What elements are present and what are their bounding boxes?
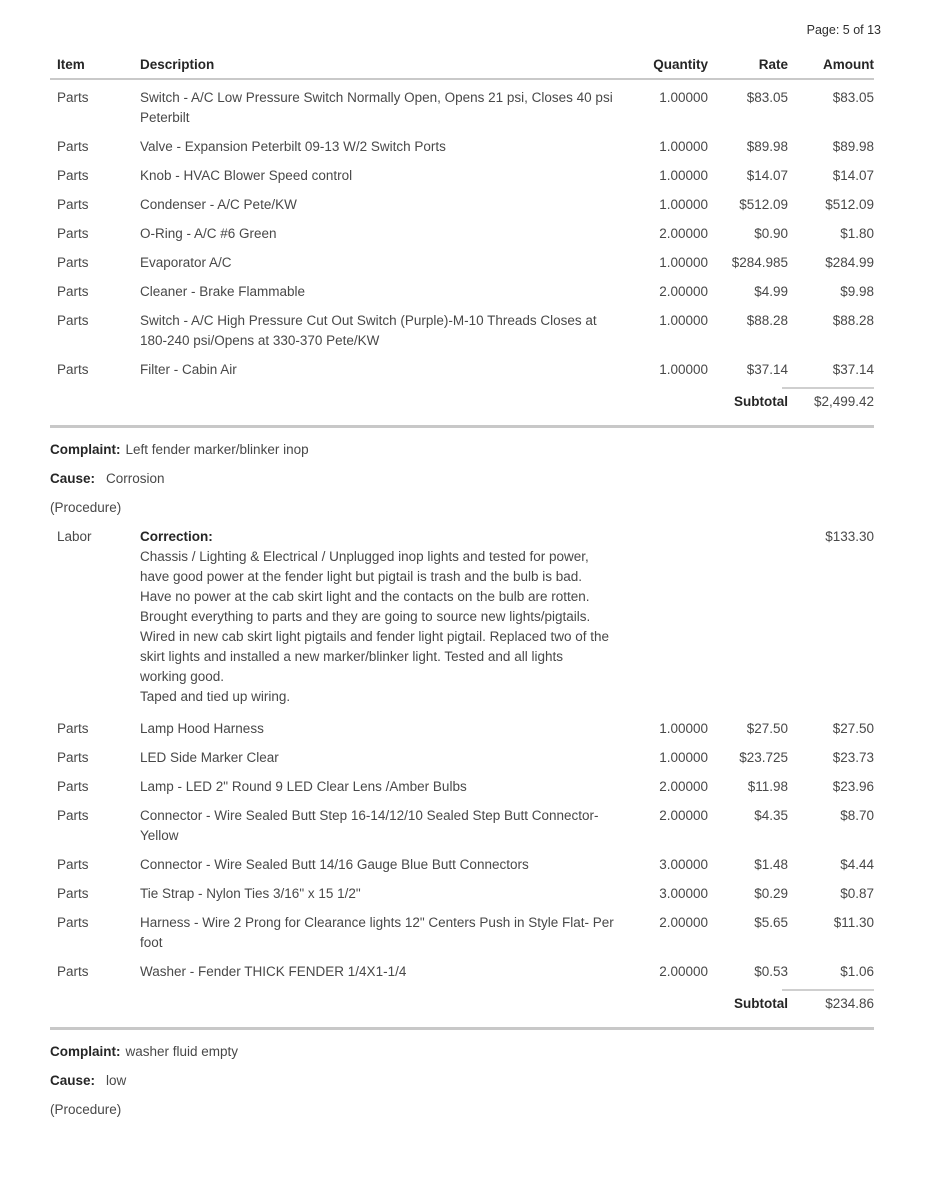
rate-cell: $27.50 (746, 721, 788, 736)
rate-cell: $83.05 (746, 90, 788, 105)
correction-label: Correction: (140, 529, 213, 544)
cause-line (50, 469, 874, 489)
description-cell: Evaporator A/C (140, 255, 232, 270)
quantity-cell: 2.00000 (659, 779, 708, 794)
rate-cell: $284.985 (731, 255, 788, 270)
correction-cell (140, 527, 623, 707)
invoice-content (50, 55, 874, 1129)
complaint-line (50, 440, 874, 460)
column-header-rate: Rate (758, 57, 788, 72)
quantity-cell: 1.00000 (659, 197, 708, 212)
quantity-cell: 2.00000 (659, 808, 708, 823)
rate-cell: $4.99 (754, 284, 788, 299)
correction-text: Wired in new cab skirt light pigtails and fender light pigtail. Replaced two of the (140, 629, 609, 644)
labor-row (50, 527, 874, 707)
description-cell: Cleaner - Brake Flammable (140, 284, 306, 299)
quantity-cell: 1.00000 (659, 721, 708, 736)
correction-text: working good. (140, 669, 225, 684)
parts-row (50, 806, 874, 846)
description-cell: Knob - HVAC Blower Speed control (140, 168, 353, 183)
cause-line (50, 1071, 874, 1091)
complaint-label: Complaint: (50, 1044, 121, 1059)
amount-cell: $1.80 (840, 226, 874, 241)
subtotal-row (50, 994, 874, 1014)
cause-text: Corrosion (106, 471, 165, 486)
rate-cell: $37.14 (746, 362, 788, 377)
item-cell: Parts (57, 750, 89, 765)
item-cell: Parts (57, 139, 89, 154)
amount-cell: $8.70 (840, 808, 874, 823)
procedure-line: (Procedure) (50, 1102, 122, 1117)
quantity-cell: 1.00000 (659, 313, 708, 328)
column-header-description: Description (140, 57, 215, 72)
correction-text: Taped and tied up wiring. (140, 689, 291, 704)
amount-cell: $89.98 (832, 139, 874, 154)
description-cell: Switch - A/C High Pressure Cut Out Switch (Purple)-M-10 Threads Closes at 180-240 psi/Opens at 330-370 Pete/KW (140, 313, 597, 348)
item-cell: Parts (57, 721, 89, 736)
column-header-quantity: Quantity (653, 57, 708, 72)
cause-label: Cause: (50, 1073, 96, 1088)
parts-row (50, 224, 874, 244)
correction-text: have good power at the fender light but pigtail is trash and the bulb is bad. (140, 569, 583, 584)
parts-row (50, 719, 874, 739)
parts-row (50, 311, 874, 351)
item-cell: Parts (57, 808, 89, 823)
item-cell: Parts (57, 226, 89, 241)
item-cell: Parts (57, 886, 89, 901)
amount-cell: $4.44 (840, 857, 874, 872)
subtotal-amount: $2,499.42 (813, 394, 874, 409)
table-header (50, 55, 874, 75)
quantity-cell: 1.00000 (659, 90, 708, 105)
column-header-item: Item (57, 57, 85, 72)
amount-cell: $23.73 (832, 750, 874, 765)
description-cell: Connector - Wire Sealed Butt Step 16-14/12/10 Sealed Step Butt Connector- Yellow (140, 808, 599, 843)
parts-row (50, 137, 874, 157)
correction-text: Have no power at the cab skirt light and the contacts on the bulb are rotten. (140, 589, 590, 604)
item-cell: Parts (57, 255, 89, 270)
subtotal-label: Subtotal (734, 394, 788, 409)
amount-cell: $9.98 (840, 284, 874, 299)
section-divider (50, 425, 874, 428)
complaint-line (50, 1042, 874, 1062)
complaint-label: Complaint: (50, 442, 121, 457)
parts-row (50, 913, 874, 953)
quantity-cell: 3.00000 (659, 857, 708, 872)
parts-row (50, 282, 874, 302)
item-cell: Parts (57, 313, 89, 328)
correction-text: skirt lights and installed a new marker/blinker light. Tested and all lights (140, 649, 563, 664)
description-cell: Connector - Wire Sealed Butt 14/16 Gauge Blue Butt Connectors (140, 857, 529, 872)
section-divider (50, 1027, 874, 1030)
item-cell: Parts (57, 964, 89, 979)
description-cell: Valve - Expansion Peterbilt 09-13 W/2 Switch Ports (140, 139, 446, 154)
page-number: Page: 5 of 13 (806, 23, 881, 37)
rate-cell: $0.29 (754, 886, 788, 901)
amount-cell: $133.30 (825, 529, 874, 544)
correction-text: Brought everything to parts and they are going to source new lights/pigtails. (140, 609, 591, 624)
parts-row (50, 748, 874, 768)
amount-cell: $83.05 (832, 90, 874, 105)
rate-cell: $14.07 (746, 168, 788, 183)
subtotal-rule (782, 387, 874, 389)
amount-cell: $37.14 (832, 362, 874, 377)
parts-row (50, 360, 874, 380)
subtotal-label: Subtotal (734, 996, 788, 1011)
quantity-cell: 2.00000 (659, 226, 708, 241)
rate-cell: $89.98 (746, 139, 788, 154)
amount-cell: $512.09 (825, 197, 874, 212)
parts-row (50, 88, 874, 128)
description-cell: LED Side Marker Clear (140, 750, 279, 765)
quantity-cell: 2.00000 (659, 964, 708, 979)
quantity-cell: 1.00000 (659, 362, 708, 377)
item-cell: Parts (57, 779, 89, 794)
description-cell: Tie Strap - Nylon Ties 3/16" x 15 1/2" (140, 886, 361, 901)
parts-row (50, 253, 874, 273)
complaint-text: Left fender marker/blinker inop (125, 442, 309, 457)
subtotal-row (50, 392, 874, 412)
parts-row (50, 166, 874, 186)
item-cell: Parts (57, 197, 89, 212)
amount-cell: $88.28 (832, 313, 874, 328)
description-cell: Harness - Wire 2 Prong for Clearance lights 12" Centers Push in Style Flat- Per foot (140, 915, 614, 950)
parts-row (50, 855, 874, 875)
parts-row (50, 777, 874, 797)
rate-cell: $11.98 (747, 779, 788, 794)
rate-cell: $0.53 (754, 964, 788, 979)
cause-text: low (106, 1073, 127, 1088)
quantity-cell: 2.00000 (659, 915, 708, 930)
amount-cell: $27.50 (832, 721, 874, 736)
amount-cell: $284.99 (825, 255, 874, 270)
quantity-cell: 3.00000 (659, 886, 708, 901)
description-cell: Filter - Cabin Air (140, 362, 237, 377)
rate-cell: $4.35 (754, 808, 788, 823)
quantity-cell: 2.00000 (659, 284, 708, 299)
item-cell: Parts (57, 284, 89, 299)
subtotal-rule (782, 989, 874, 991)
rate-cell: $1.48 (754, 857, 788, 872)
description-cell: Washer - Fender THICK FENDER 1/4X1-1/4 (140, 964, 407, 979)
quantity-cell: 1.00000 (659, 750, 708, 765)
subtotal-amount: $234.86 (825, 996, 874, 1011)
item-cell: Parts (57, 915, 89, 930)
rate-cell: $23.725 (739, 750, 788, 765)
rate-cell: $88.28 (746, 313, 788, 328)
amount-cell: $11.30 (833, 915, 874, 930)
quantity-cell: 1.00000 (659, 139, 708, 154)
parts-row (50, 962, 874, 982)
quantity-cell: 1.00000 (659, 168, 708, 183)
procedure-line: (Procedure) (50, 500, 122, 515)
description-cell: Switch - A/C Low Pressure Switch Normally Open, Opens 21 psi, Closes 40 psi Peterbilt (140, 90, 613, 125)
description-cell: Condenser - A/C Pete/KW (140, 197, 297, 212)
quantity-cell: 1.00000 (659, 255, 708, 270)
amount-cell: $0.87 (840, 886, 874, 901)
description-cell: Lamp - LED 2" Round 9 LED Clear Lens /Amber Bulbs (140, 779, 467, 794)
rate-cell: $512.09 (739, 197, 788, 212)
rate-cell: $5.65 (754, 915, 788, 930)
item-cell: Parts (57, 362, 89, 377)
amount-cell: $14.07 (832, 168, 874, 183)
cause-label: Cause: (50, 471, 96, 486)
amount-cell: $1.06 (840, 964, 874, 979)
item-cell: Parts (57, 168, 89, 183)
header-divider (50, 78, 874, 80)
rate-cell: $0.90 (754, 226, 788, 241)
complaint-text: washer fluid empty (125, 1044, 239, 1059)
column-header-amount: Amount (823, 57, 874, 72)
item-cell: Labor (57, 529, 92, 544)
parts-row (50, 195, 874, 215)
item-cell: Parts (57, 857, 89, 872)
description-cell: O-Ring - A/C #6 Green (140, 226, 277, 241)
parts-row (50, 884, 874, 904)
item-cell: Parts (57, 90, 89, 105)
amount-cell: $23.96 (832, 779, 874, 794)
description-cell: Lamp Hood Harness (140, 721, 264, 736)
correction-text: Chassis / Lighting & Electrical / Unplugged inop lights and tested for power, (140, 549, 589, 564)
